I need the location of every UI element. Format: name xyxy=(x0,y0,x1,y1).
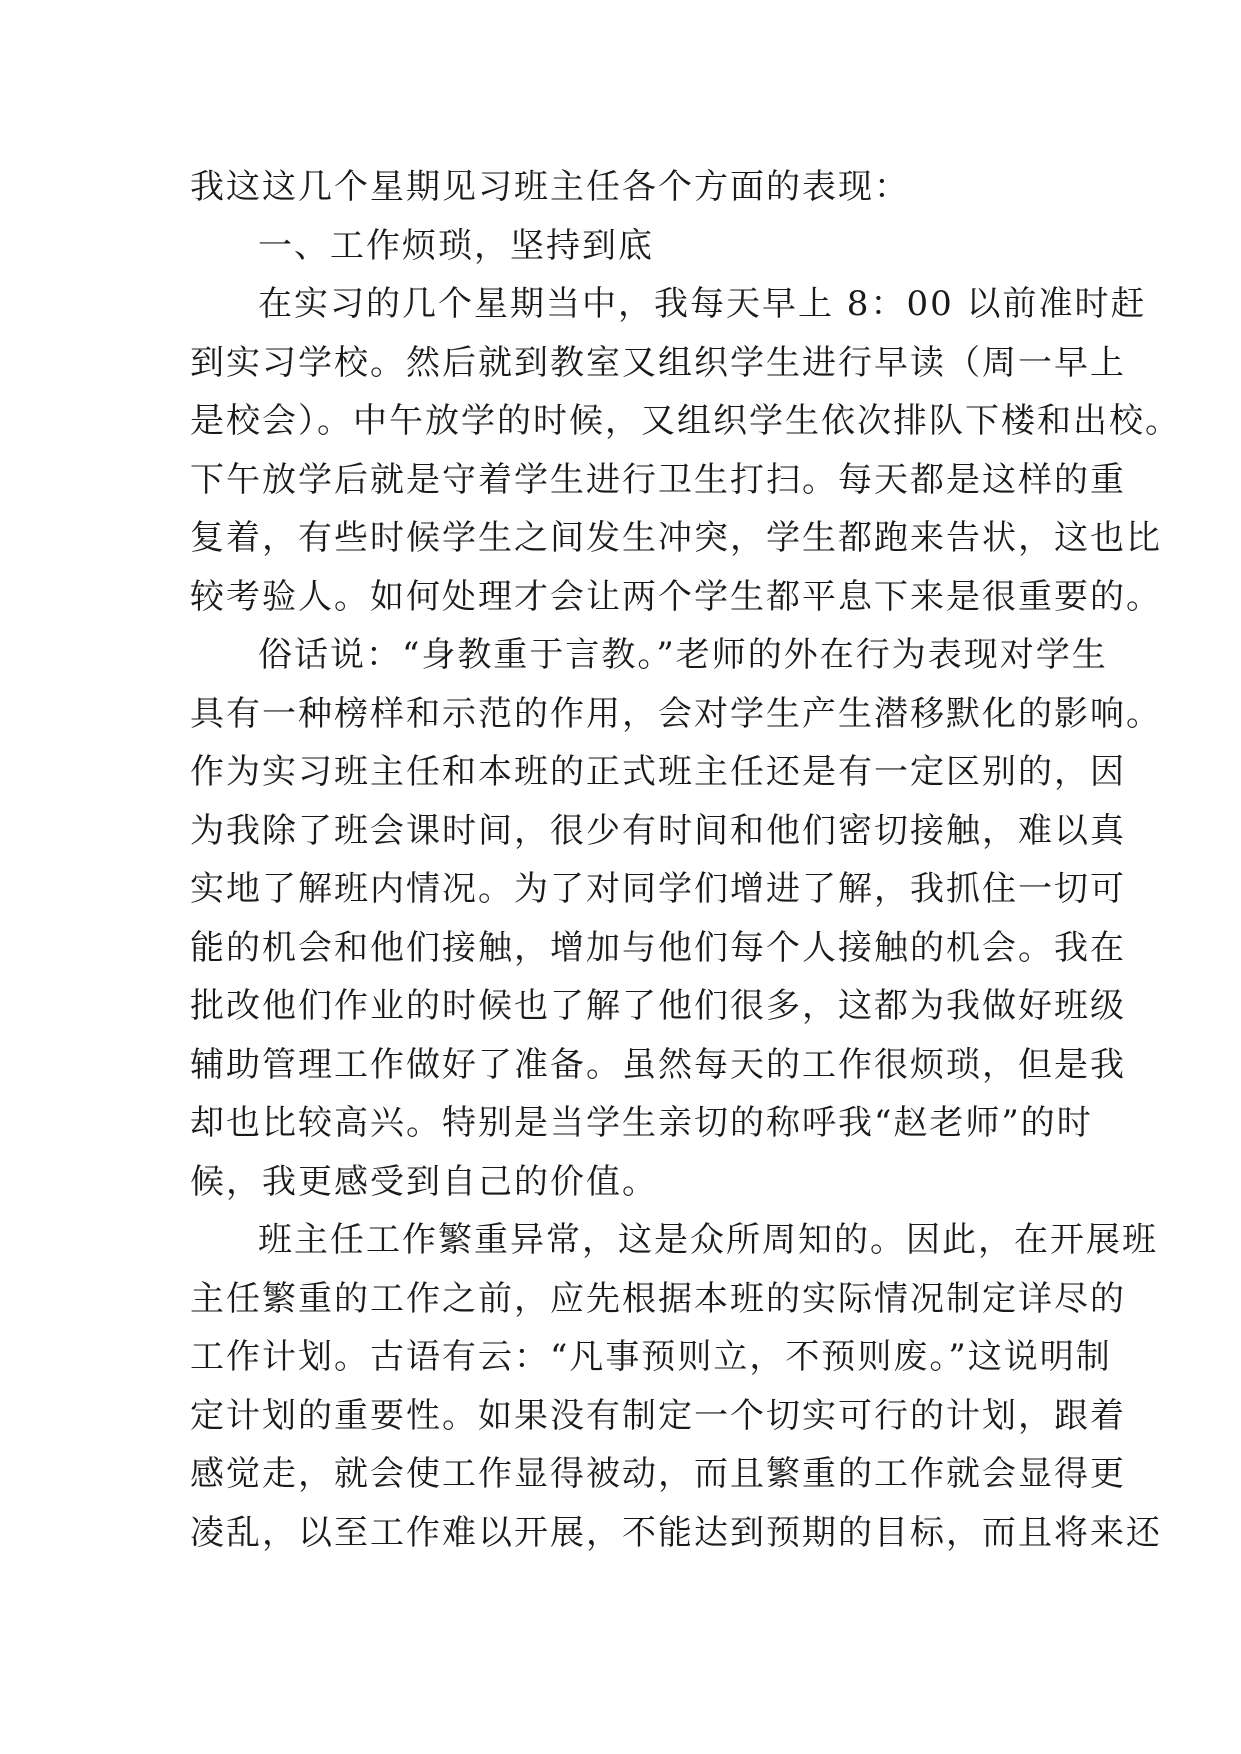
text-line: 具有一种榜样和示范的作用，会对学生产生潜移默化的影响。 xyxy=(190,693,1162,734)
text-line: 实地了解班内情况。为了对同学们增进了解，我抓住一切可 xyxy=(190,869,1126,909)
text-line: 较考验人。如何处理才会让两个学生都平息下来是很重要的。 xyxy=(190,576,1162,617)
text-line: 我这这几个星期见习班主任各个方面的表现： xyxy=(190,167,910,207)
text-line: 在实习的几个星期当中，我每天早上 8：00 以前准时赶 xyxy=(258,284,1147,324)
text-line: 主任繁重的工作之前，应先根据本班的实际情况制定详尽的 xyxy=(190,1278,1126,1319)
text-line: 批改他们作业的时候也了解了他们很多，这都为我做好班级 xyxy=(190,986,1126,1026)
text-line: 定计划的重要性。如果没有制定一个切实可行的计划，跟着 xyxy=(190,1395,1126,1436)
text-line: 辅助管理工作做好了准备。虽然每天的工作很烦琐，但是我 xyxy=(190,1044,1126,1085)
text-line: 作为实习班主任和本班的正式班主任还是有一定区别的，因 xyxy=(190,752,1126,792)
text-line: 感觉走，就会使工作显得被动，而且繁重的工作就会显得更 xyxy=(190,1454,1126,1494)
text-line: 俗话说：“身教重于言教。”老师的外在行为表现对学生 xyxy=(258,635,1108,675)
text-line: 为我除了班会课时间，很少有时间和他们密切接触，难以真 xyxy=(190,810,1126,851)
text-line: 工作计划。古语有云：“凡事预则立，不预则废。”这说明制 xyxy=(190,1337,1112,1377)
text-line: 下午放学后就是守着学生进行卫生打扫。每天都是这样的重 xyxy=(190,459,1126,500)
text-line: 一、工作烦琐，坚持到底 xyxy=(258,225,654,266)
text-line: 候，我更感受到自己的价值。 xyxy=(190,1161,658,1202)
text-line: 能的机会和他们接触，增加与他们每个人接触的机会。我在 xyxy=(190,927,1126,968)
text-line: 班主任工作繁重异常，这是众所周知的。因此，在开展班 xyxy=(258,1220,1158,1260)
text-line: 到实习学校。然后就到教室又组织学生进行早读（周一早上 xyxy=(190,342,1126,383)
text-line: 复着，有些时候学生之间发生冲突，学生都跑来告状，这也比 xyxy=(190,518,1162,558)
text-line: 是校会）。中午放学的时候，又组织学生依次排队下楼和出校。 xyxy=(190,401,1181,441)
text-line: 凌乱，以至工作难以开展，不能达到预期的目标，而且将来还 xyxy=(190,1512,1162,1553)
text-line: 却也比较高兴。特别是当学生亲切的称呼我“赵老师”的时 xyxy=(190,1103,1093,1143)
document-body xyxy=(190,158,1181,1562)
